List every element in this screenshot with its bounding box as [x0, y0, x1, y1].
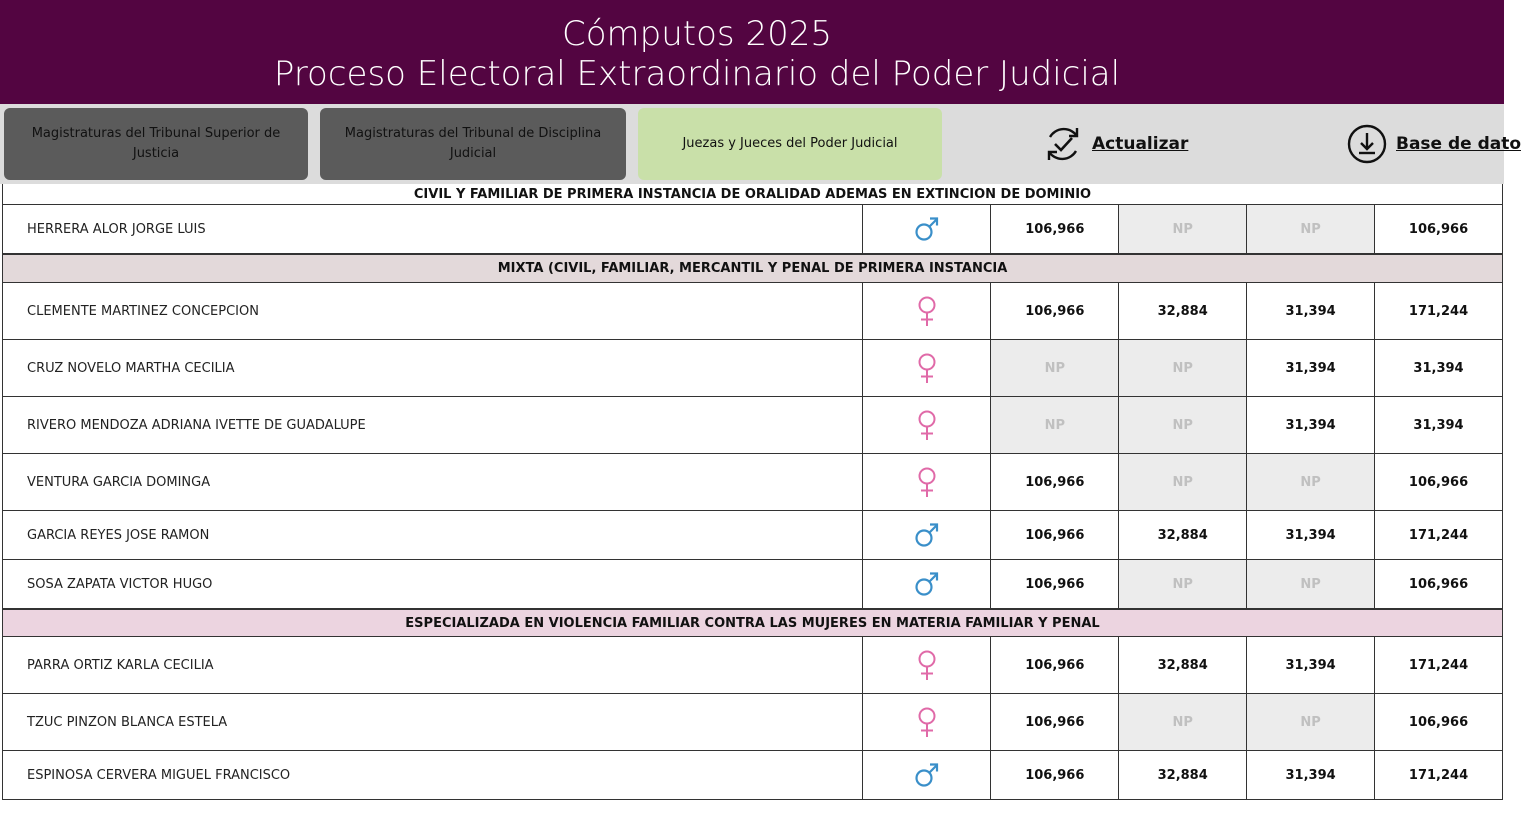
vote-count: 106,966	[991, 751, 1119, 799]
tab-juezas-jueces[interactable]	[638, 108, 942, 180]
vote-count: 106,966	[991, 694, 1119, 750]
download-database-button[interactable]	[1346, 122, 1521, 166]
candidate-name: HERRERA ALOR JORGE LUIS	[3, 205, 863, 253]
vote-total: 171,244	[1375, 637, 1503, 693]
vote-count: 31,394	[1247, 511, 1375, 559]
vote-total: 106,966	[1375, 205, 1503, 253]
section-header: MIXTA (CIVIL, FAMILIAR, MERCANTIL Y PENAL DE PRIMERA INSTANCIA	[2, 254, 1503, 283]
download-icon	[1346, 123, 1388, 165]
page-subtitle: Proceso Electoral Extraordinario del Poder Judicial	[273, 54, 1121, 94]
female-icon	[863, 694, 991, 750]
male-icon	[863, 511, 991, 559]
vote-count: 32,884	[1119, 511, 1247, 559]
table-row	[2, 511, 1503, 560]
tab-label: Juezas y Jueces del Poder Judicial	[682, 136, 898, 151]
table-row	[2, 205, 1503, 254]
candidate-name: CLEMENTE MARTINEZ CONCEPCION	[3, 283, 863, 339]
section-header: CIVIL Y FAMILIAR DE PRIMERA INSTANCIA DE ORALIDAD ADEMAS EN EXTINCION DE DOMINIO	[2, 184, 1503, 205]
refresh-check-icon	[1042, 123, 1084, 165]
vote-total: 106,966	[1375, 560, 1503, 608]
vote-count: NP	[1119, 454, 1247, 510]
vote-count: NP	[1247, 454, 1375, 510]
vote-count: NP	[1247, 560, 1375, 608]
vote-count: 106,966	[991, 283, 1119, 339]
vote-count: NP	[1119, 205, 1247, 253]
vote-count: 31,394	[1247, 340, 1375, 396]
refresh-label: Actualizar	[1092, 134, 1189, 154]
vote-count: 106,966	[991, 454, 1119, 510]
table-row	[2, 560, 1503, 609]
female-icon	[863, 637, 991, 693]
page-header	[0, 0, 1504, 104]
vote-count: 106,966	[991, 205, 1119, 253]
male-icon	[863, 205, 991, 253]
download-label: Base de dato	[1396, 134, 1521, 154]
vote-count: 31,394	[1247, 751, 1375, 799]
page-title: Cómputos 2025	[562, 14, 832, 54]
vote-count: NP	[1119, 340, 1247, 396]
candidate-name: CRUZ NOVELO MARTHA CECILIA	[3, 340, 863, 396]
tab-label: Magistraturas del Tribunal de Disciplina Judicial	[344, 126, 602, 161]
vote-count: NP	[1247, 694, 1375, 750]
vote-count: 31,394	[1247, 637, 1375, 693]
vote-count: 32,884	[1119, 751, 1247, 799]
vote-count: 31,394	[1247, 397, 1375, 453]
vote-count: 106,966	[991, 560, 1119, 608]
table-row	[2, 397, 1503, 454]
candidate-name: RIVERO MENDOZA ADRIANA IVETTE DE GUADALUPE	[3, 397, 863, 453]
candidate-name: GARCIA REYES JOSE RAMON	[3, 511, 863, 559]
vote-total: 106,966	[1375, 454, 1503, 510]
female-icon	[863, 397, 991, 453]
vote-count: NP	[991, 397, 1119, 453]
table-row	[2, 454, 1503, 511]
male-icon	[863, 560, 991, 608]
table-row	[2, 751, 1503, 800]
tab-magistraturas-tribunal-superior[interactable]	[4, 108, 308, 180]
table-row	[2, 340, 1503, 397]
vote-total: 171,244	[1375, 511, 1503, 559]
female-icon	[863, 454, 991, 510]
candidate-name: PARRA ORTIZ KARLA CECILIA	[3, 637, 863, 693]
table-row	[2, 637, 1503, 694]
female-icon	[863, 340, 991, 396]
table-row	[2, 694, 1503, 751]
table-row	[2, 283, 1503, 340]
vote-count: NP	[1119, 397, 1247, 453]
female-icon	[863, 283, 991, 339]
candidate-name: VENTURA GARCIA DOMINGA	[3, 454, 863, 510]
vote-total: 171,244	[1375, 751, 1503, 799]
vote-count: 106,966	[991, 637, 1119, 693]
candidate-name: TZUC PINZON BLANCA ESTELA	[3, 694, 863, 750]
vote-count: NP	[1119, 560, 1247, 608]
vote-total: 171,244	[1375, 283, 1503, 339]
vote-count: NP	[991, 340, 1119, 396]
vote-total: 106,966	[1375, 694, 1503, 750]
vote-count: 31,394	[1247, 283, 1375, 339]
vote-total: 31,394	[1375, 340, 1503, 396]
vote-count: NP	[1247, 205, 1375, 253]
nav-bar	[0, 104, 1521, 184]
candidate-name: ESPINOSA CERVERA MIGUEL FRANCISCO	[3, 751, 863, 799]
vote-count: 32,884	[1119, 283, 1247, 339]
vote-total: 31,394	[1375, 397, 1503, 453]
results-table	[0, 184, 1504, 788]
vote-count: 106,966	[991, 511, 1119, 559]
tab-label: Magistraturas del Tribunal Superior de Justicia	[31, 126, 281, 161]
vote-count: NP	[1119, 694, 1247, 750]
section-header: ESPECIALIZADA EN VIOLENCIA FAMILIAR CONTRA LAS MUJERES EN MATERIA FAMILIAR Y PENAL	[2, 609, 1503, 637]
male-icon	[863, 751, 991, 799]
refresh-button[interactable]	[1042, 122, 1188, 166]
vote-count: 32,884	[1119, 637, 1247, 693]
tab-magistraturas-tribunal-disciplina[interactable]	[320, 108, 626, 180]
candidate-name: SOSA ZAPATA VICTOR HUGO	[3, 560, 863, 608]
